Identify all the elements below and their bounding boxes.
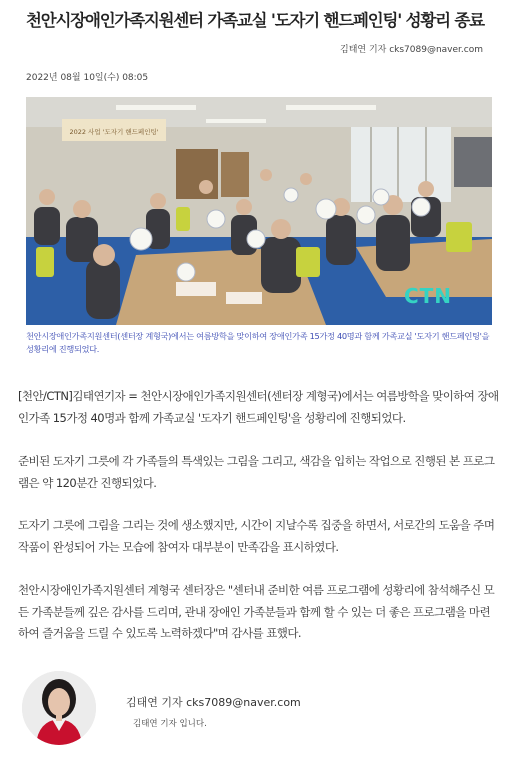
reporter-portrait-icon: [22, 671, 96, 745]
article-paragraph-1: [천안/CTN]김태연기자 = 천안시장애인가족지원센터(센터장 계형국)에서는 여름방학을 맞이하여 장애인가족 15가정 40명과 함께 가족교실 '도자기 핸드페인팅'을 성황리에 진행되었다.: [18, 389, 499, 425]
article-title: 천안시장애인가족지원센터 가족교실 '도자기 핸드페인팅' 성황리 종료: [26, 11, 484, 30]
reporter-avatar[interactable]: [22, 671, 96, 745]
publish-date: 2022년 08월 10일(수) 08:05: [26, 73, 149, 83]
article-photo[interactable]: [26, 97, 492, 325]
ctn-logo: CTN: [403, 284, 453, 308]
article-paragraph-2: 준비된 도자기 그릇에 각 가족들의 특색있는 그림을 그리고, 색감을 입히는 작업으로 진행된 본 프로그램은 약 120분간 진행되었다.: [18, 454, 495, 490]
reporter-bio: 김태연 기자 입니다.: [133, 719, 207, 729]
classroom-photo-illustration: [26, 97, 492, 325]
article-byline[interactable]: 김태연 기자 cks7089@naver.com: [340, 45, 483, 55]
photo-caption: 천안시장애인가족지원센터(센터장 계형국)에서는 여름방학을 맞이하여 장애인가족 15가정 40명과 함께 가족교실 '도자기 핸드페인팅'을 성황리에 진행되었다.: [26, 331, 490, 354]
photo-banner-text: 2022 사업 '도자기 핸드페인팅': [69, 128, 159, 136]
article-paragraph-4: 천안시장애인가족지원센터 계형국 센터장은 "센터내 준비한 여름 프로그램에 성황리에 참석해주신 모든 가족분들께 깊은 감사를 드리며, 관내 장애인 가족분들과 함께 할 수 있는 더 좋은 프로그램을 마련하여 즐거움을 드릴 수 있도록 노력하겠다"며 감사를 표했다.: [18, 583, 495, 640]
article-paragraph-3: 도자기 그릇에 그림을 그리는 것에 생소했지만, 시간이 지날수록 집중을 하면서, 서로간의 도움을 주며 작품이 완성되어 가는 모습에 참여자 대부분이 만족감을 표시하였다.: [18, 518, 495, 554]
reporter-name-email[interactable]: 김태연 기자 cks7089@naver.com: [126, 696, 301, 709]
